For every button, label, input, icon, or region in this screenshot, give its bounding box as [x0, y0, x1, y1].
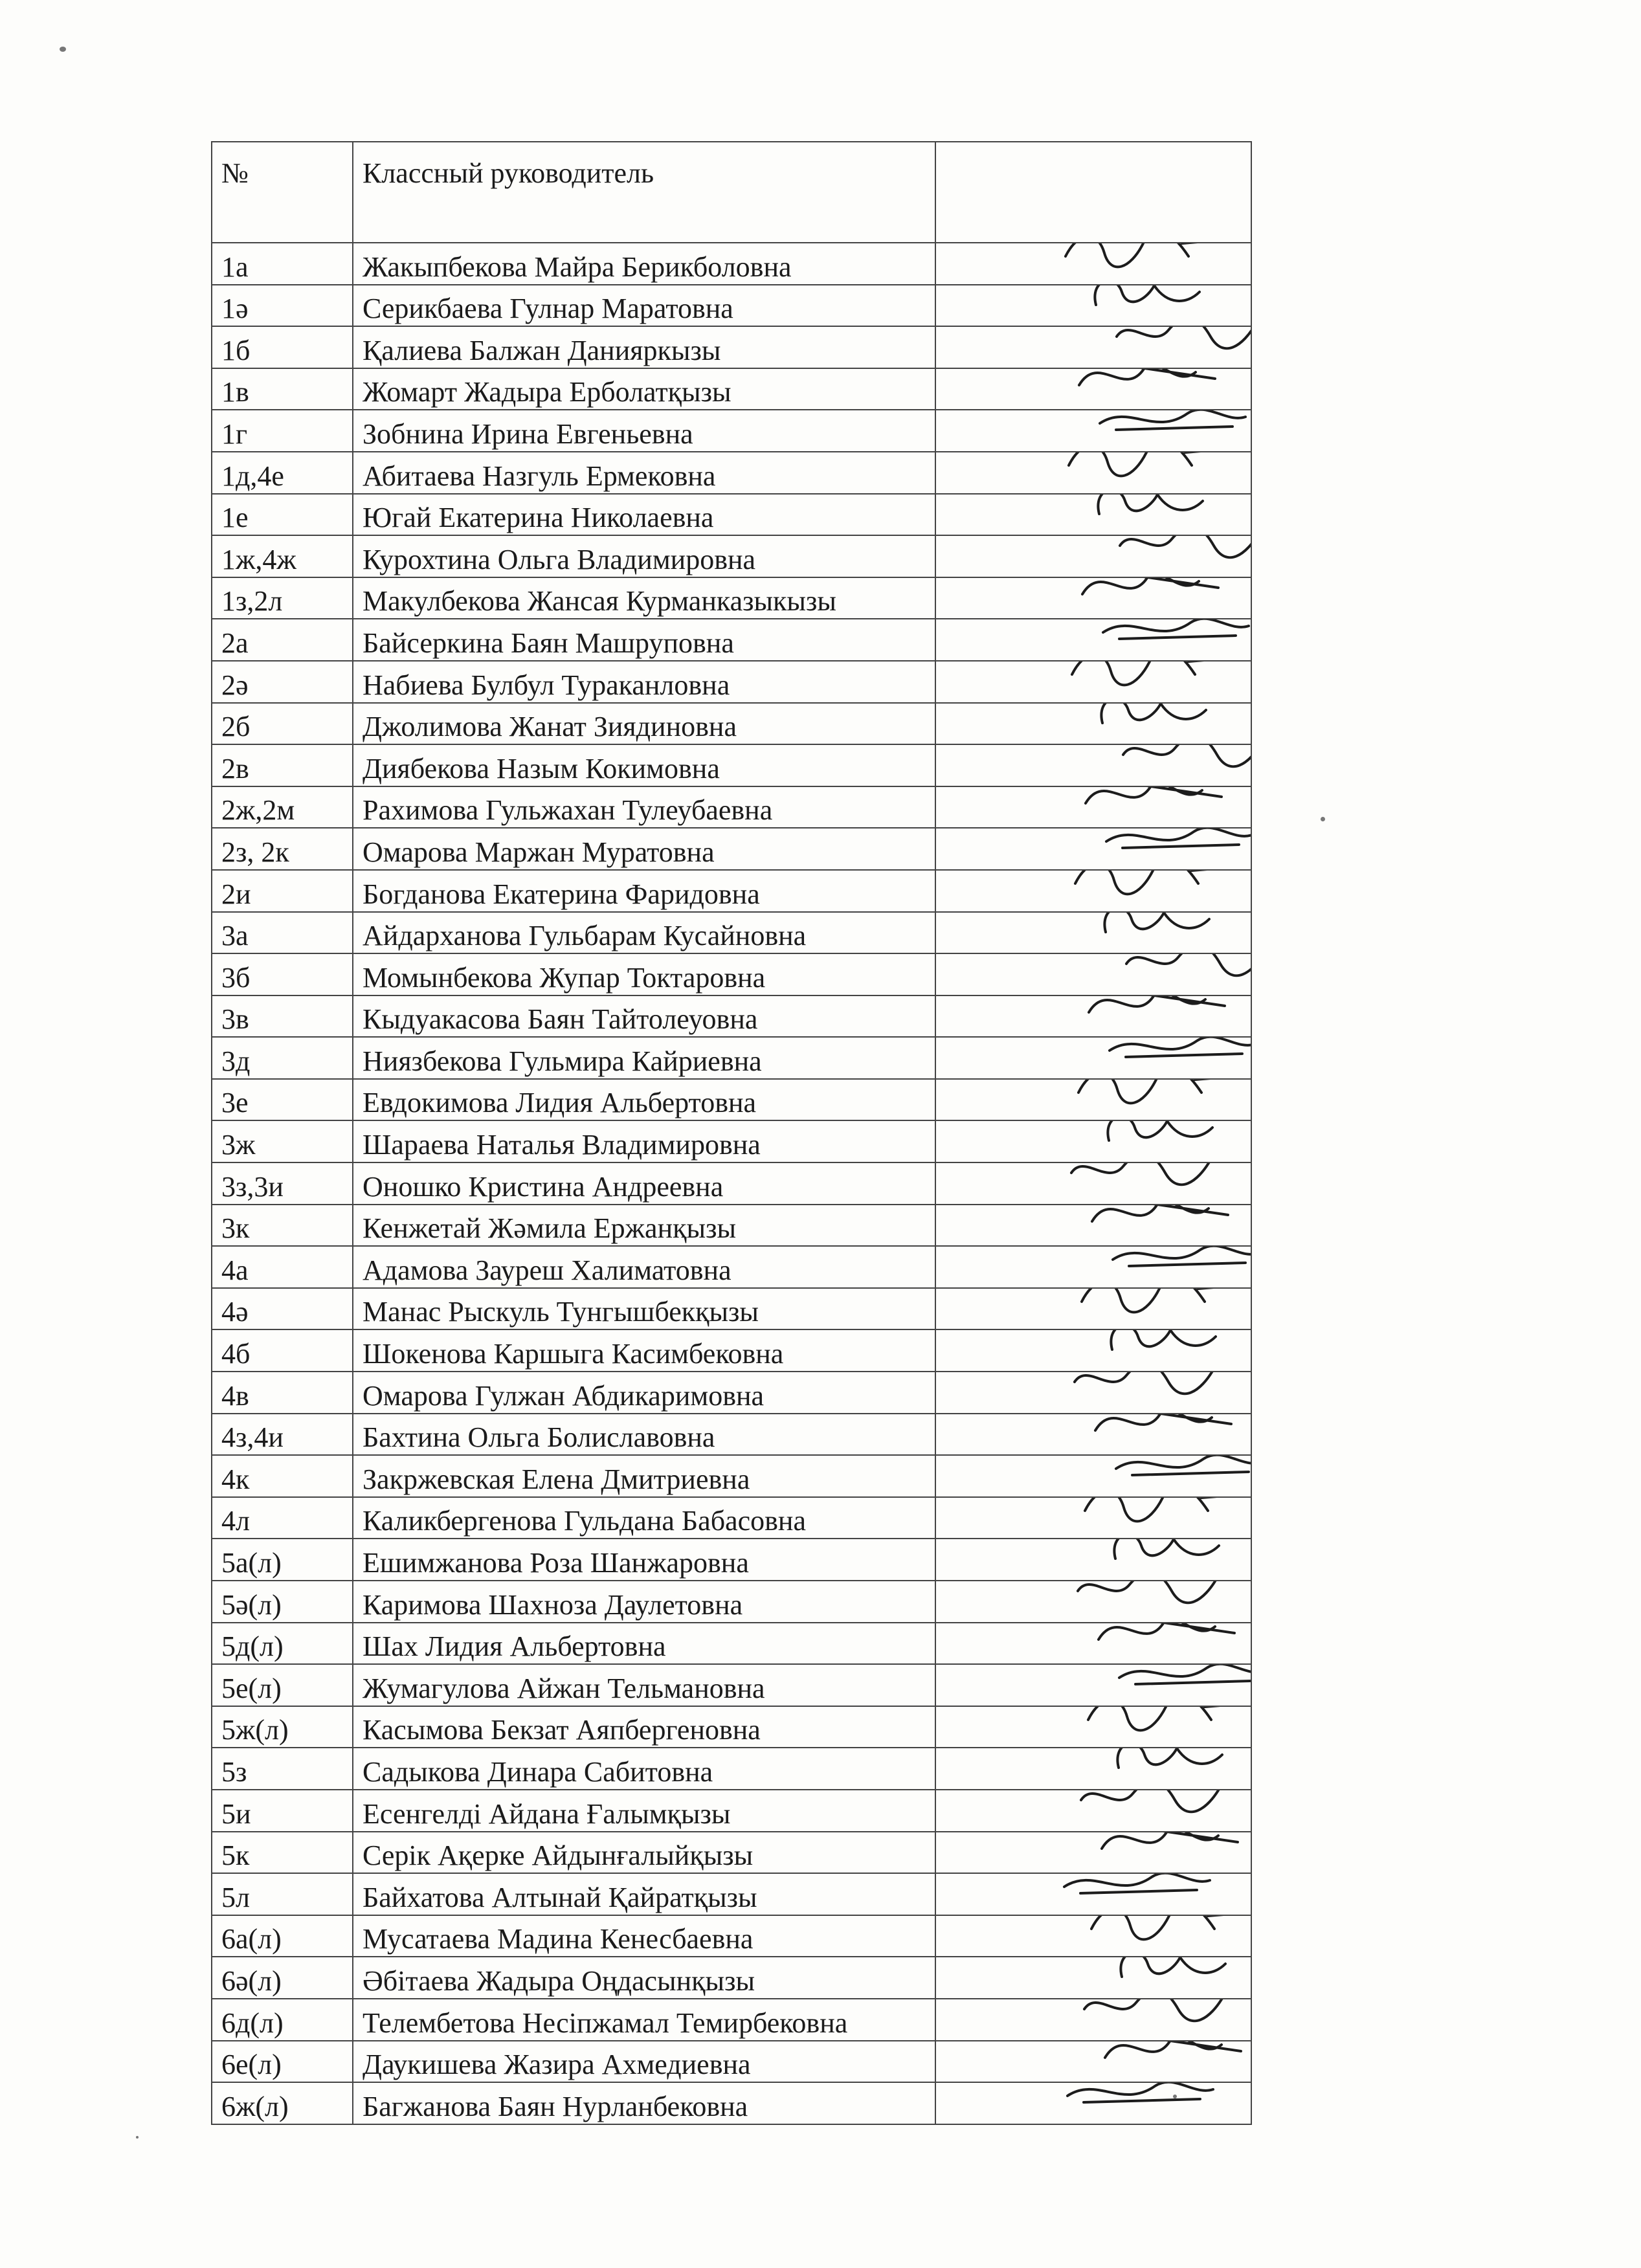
signature-cell	[935, 1748, 1251, 1790]
class-cell: 6а(л)	[212, 1915, 353, 1957]
table-row	[212, 410, 1251, 452]
handwritten-signature	[936, 1079, 1251, 1121]
handwritten-signature	[936, 953, 1251, 995]
handwritten-signature	[936, 1372, 1251, 1414]
class-cell: 3б	[212, 953, 353, 995]
handwritten-signature	[936, 2082, 1251, 2124]
signature-cell	[935, 494, 1251, 536]
handwritten-signature	[936, 1246, 1251, 1288]
handwritten-signature	[936, 577, 1251, 619]
signature-stroke	[1120, 535, 1251, 557]
handwritten-signature	[936, 285, 1251, 327]
scan-speck	[60, 47, 66, 52]
class-cell: 4в	[212, 1372, 353, 1414]
table-row	[212, 1999, 1251, 2041]
scan-speck	[1321, 817, 1325, 821]
teacher-name-cell: Жумагулова Айжан Тельмановна	[353, 1664, 935, 1706]
signature-cell	[935, 1790, 1251, 1832]
teacher-name-cell: Адамова Зауреш Халиматовна	[353, 1246, 935, 1288]
signature-cell	[935, 953, 1251, 995]
signature-stroke	[1126, 953, 1251, 975]
class-cell: 5ж(л)	[212, 1706, 353, 1748]
handwritten-signature	[936, 1120, 1251, 1162]
class-cell: 5ә(л)	[212, 1581, 353, 1623]
signature-cell	[935, 1832, 1251, 1874]
handwritten-signature	[936, 1832, 1251, 1874]
table-header-row	[212, 142, 1251, 243]
class-teacher-table	[211, 141, 1252, 2125]
table-row	[212, 1748, 1251, 1790]
class-cell: 4к	[212, 1455, 353, 1497]
class-cell: 2ә	[212, 661, 353, 703]
table-row	[212, 535, 1251, 577]
class-cell: 1г	[212, 410, 353, 452]
table-row	[212, 1205, 1251, 1247]
table-row	[212, 1957, 1251, 1999]
table-row	[212, 368, 1251, 410]
signature-cell	[935, 1539, 1251, 1581]
signature-stroke	[1099, 1623, 1234, 1640]
handwritten-signature	[936, 1957, 1251, 1999]
teacher-name-cell: Серік Ақерке Айдынғалыйқызы	[353, 1832, 935, 1874]
signature-cell	[935, 1037, 1251, 1079]
handwritten-signature	[936, 243, 1251, 285]
table-row	[212, 1497, 1251, 1539]
teacher-name-cell: Касымова Бекзат Аяпбергеновна	[353, 1706, 935, 1748]
handwritten-signature	[936, 661, 1251, 703]
signature-stroke	[1111, 1329, 1216, 1350]
teacher-name-cell: Шах Лидия Альбертовна	[353, 1623, 935, 1665]
signature-cell	[935, 661, 1251, 703]
table-row	[212, 1288, 1251, 1330]
table-row	[212, 494, 1251, 536]
signature-cell	[935, 326, 1251, 368]
teacher-name-cell: Макулбекова Жансая Курманказыкызы	[353, 577, 935, 619]
signature-cell	[935, 619, 1251, 661]
table-body	[212, 243, 1251, 2124]
teacher-name-cell: Әбітаева Жадыра Оңдасынқызы	[353, 1957, 935, 1999]
table-row	[212, 577, 1251, 619]
table-row	[212, 1539, 1251, 1581]
teacher-name-cell: Айдарханова Гульбарам Кусайновна	[353, 912, 935, 954]
table-row	[212, 1706, 1251, 1748]
signature-stroke	[1085, 1497, 1240, 1521]
signature-cell	[935, 452, 1251, 494]
table-row	[212, 1664, 1251, 1706]
class-cell: 1б	[212, 326, 353, 368]
class-cell: 2и	[212, 870, 353, 912]
table-row	[212, 661, 1251, 703]
class-cell: 4л	[212, 1497, 353, 1539]
table-row	[212, 703, 1251, 745]
table-row	[212, 1832, 1251, 1874]
teacher-name-cell: Каримова Шахноза Даулетовна	[353, 1581, 935, 1623]
class-cell: 5а(л)	[212, 1539, 353, 1581]
class-cell: 3в	[212, 995, 353, 1038]
handwritten-signature	[936, 535, 1251, 577]
signature-stroke	[1101, 703, 1206, 723]
handwritten-signature	[936, 828, 1251, 870]
teacher-name-cell: Оношко Кристина Андреевна	[353, 1162, 935, 1205]
class-cell: 3к	[212, 1205, 353, 1247]
class-cell: 1ж,4ж	[212, 535, 353, 577]
signature-cell	[935, 703, 1251, 745]
class-cell: 2в	[212, 744, 353, 786]
table-row	[212, 285, 1251, 327]
signature-stroke	[1110, 1037, 1251, 1057]
table-row	[212, 2041, 1251, 2083]
signature-stroke	[1064, 1873, 1210, 1893]
signature-stroke	[1123, 744, 1251, 766]
class-cell: 5е(л)	[212, 1664, 353, 1706]
signature-cell	[935, 828, 1251, 870]
signature-stroke	[1072, 661, 1227, 685]
class-cell: 6д(л)	[212, 1999, 353, 2041]
signature-cell	[935, 577, 1251, 619]
table-row	[212, 452, 1251, 494]
table-row	[212, 326, 1251, 368]
signature-stroke	[1117, 1748, 1222, 1768]
handwritten-signature	[936, 1414, 1251, 1456]
class-cell: 5з	[212, 1748, 353, 1790]
class-cell: 1а	[212, 243, 353, 285]
signature-cell	[935, 1329, 1251, 1372]
signature-stroke	[1075, 1372, 1214, 1394]
handwritten-signature	[936, 1873, 1251, 1915]
teacher-name-cell: Богданова Екатерина Фаридовна	[353, 870, 935, 912]
teacher-name-cell: Ешимжанова Роза Шанжаровна	[353, 1539, 935, 1581]
signature-stroke	[1092, 1205, 1228, 1221]
table-row	[212, 1414, 1251, 1456]
teacher-name-cell: Жакыпбекова Майра Берикболовна	[353, 243, 935, 285]
class-cell: 1ә	[212, 285, 353, 327]
signature-cell	[935, 1623, 1251, 1665]
teacher-name-cell: Бахтина Ольга Болиславовна	[353, 1414, 935, 1456]
signature-cell	[935, 1873, 1251, 1915]
signature-cell	[935, 1957, 1251, 1999]
teacher-name-cell: Садыкова Динара Сабитовна	[353, 1748, 935, 1790]
signature-stroke	[1108, 1120, 1212, 1140]
signature-cell	[935, 1581, 1251, 1623]
class-cell: 5д(л)	[212, 1623, 353, 1665]
signature-stroke	[1075, 870, 1231, 894]
signature-stroke	[1081, 1790, 1220, 1812]
teacher-name-cell: Телембетова Несіпжамал Темирбековна	[353, 1999, 935, 2041]
signature-cell	[935, 870, 1251, 912]
signature-stroke	[1121, 1957, 1225, 1977]
teacher-name-cell: Диябекова Назым Кокимовна	[353, 744, 935, 786]
teacher-name-cell: Байсеркина Баян Машруповна	[353, 619, 935, 661]
teacher-name-cell: Қалиева Балжан Данияркызы	[353, 326, 935, 368]
handwritten-signature	[936, 870, 1251, 912]
teacher-name-cell: Жомарт Жадыра Ерболатқызы	[353, 368, 935, 410]
teacher-name-cell: Манас Рыскуль Тунгышбекқызы	[353, 1288, 935, 1330]
signature-stroke	[1116, 1455, 1251, 1475]
teacher-name-cell: Кенжетай Жәмила Ержанқызы	[353, 1205, 935, 1247]
handwritten-signature	[936, 1288, 1251, 1330]
signature-cell	[935, 1414, 1251, 1456]
class-cell: 5л	[212, 1873, 353, 1915]
signature-stroke	[1117, 326, 1251, 348]
signature-stroke	[1082, 1288, 1237, 1312]
signature-cell	[935, 2041, 1251, 2083]
signature-cell	[935, 1246, 1251, 1288]
signature-stroke	[1079, 368, 1215, 385]
table-row	[212, 243, 1251, 285]
class-cell: 4з,4и	[212, 1414, 353, 1456]
handwritten-signature	[936, 1915, 1251, 1957]
table-row	[212, 995, 1251, 1038]
signature-cell	[935, 744, 1251, 786]
handwritten-signature	[936, 452, 1251, 494]
handwritten-signature	[936, 1162, 1251, 1205]
class-cell: 3а	[212, 912, 353, 954]
teacher-name-cell: Серикбаева Гулнар Маратовна	[353, 285, 935, 327]
table-row	[212, 1079, 1251, 1121]
signature-cell	[935, 1079, 1251, 1121]
signature-stroke	[1071, 1162, 1211, 1184]
class-cell: 6е(л)	[212, 2041, 353, 2083]
class-cell: 3з,3и	[212, 1162, 353, 1205]
teacher-name-cell: Даукишева Жазира Ахмедиевна	[353, 2041, 935, 2083]
teacher-name-cell: Каликбергенова Гульдана Бабасовна	[353, 1497, 935, 1539]
signature-cell	[935, 1664, 1251, 1706]
signature-stroke	[1119, 1664, 1251, 1684]
class-cell: 4б	[212, 1329, 353, 1372]
scan-speck	[136, 2136, 139, 2139]
signature-cell	[935, 535, 1251, 577]
signature-cell	[935, 1372, 1251, 1414]
class-cell: 2а	[212, 619, 353, 661]
signature-cell	[935, 243, 1251, 285]
class-cell: 1з,2л	[212, 577, 353, 619]
handwritten-signature	[936, 326, 1251, 368]
class-cell: 5и	[212, 1790, 353, 1832]
teacher-name-cell: Байхатова Алтынай Қайратқызы	[353, 1873, 935, 1915]
class-cell: 1е	[212, 494, 353, 536]
signature-stroke	[1078, 1079, 1234, 1103]
table-row	[212, 828, 1251, 870]
handwritten-signature	[936, 619, 1251, 661]
signature-cell	[935, 285, 1251, 327]
table-row	[212, 1455, 1251, 1497]
handwritten-signature	[936, 1037, 1251, 1079]
signature-stroke	[1069, 452, 1224, 476]
signature-stroke	[1114, 1539, 1219, 1559]
handwritten-signature	[936, 368, 1251, 410]
class-cell: 2ж,2м	[212, 786, 353, 828]
class-cell: 1в	[212, 368, 353, 410]
signature-cell	[935, 1288, 1251, 1330]
teacher-name-cell: Югай Екатерина Николаевна	[353, 494, 935, 536]
signature-stroke	[1086, 786, 1222, 803]
handwritten-signature	[936, 410, 1251, 452]
class-cell: 6ж(л)	[212, 2082, 353, 2124]
teacher-name-cell: Рахимова Гульжахан Тулеубаевна	[353, 786, 935, 828]
signature-cell	[935, 1120, 1251, 1162]
teacher-name-cell: Кыдуакасова Баян Тайтолеуовна	[353, 995, 935, 1038]
signature-cell	[935, 1162, 1251, 1205]
teacher-name-cell: Закржевская Елена Дмитриевна	[353, 1455, 935, 1497]
table-row	[212, 1372, 1251, 1414]
handwritten-signature	[936, 1664, 1251, 1706]
handwritten-signature	[936, 744, 1251, 786]
signature-cell	[935, 1455, 1251, 1497]
teacher-name-cell: Курохтина Ольга Владимировна	[353, 535, 935, 577]
handwritten-signature	[936, 1205, 1251, 1247]
class-cell: 6ә(л)	[212, 1957, 353, 1999]
teacher-name-cell: Мусатаева Мадина Кенесбаевна	[353, 1915, 935, 1957]
teacher-name-cell: Омарова Гулжан Абдикаримовна	[353, 1372, 935, 1414]
signature-stroke	[1103, 619, 1249, 639]
handwritten-signature	[936, 912, 1251, 954]
signature-stroke	[1106, 828, 1251, 848]
table-row	[212, 1790, 1251, 1832]
signature-stroke	[1104, 912, 1209, 932]
table-row	[212, 1581, 1251, 1623]
handwritten-signature	[936, 1623, 1251, 1665]
table-row	[212, 1120, 1251, 1162]
signature-stroke	[1082, 577, 1218, 594]
table-row	[212, 1873, 1251, 1915]
class-cell: 4ә	[212, 1288, 353, 1330]
handwritten-signature	[936, 1999, 1251, 2041]
table-row	[212, 744, 1251, 786]
teacher-name-cell: Омарова Маржан Муратовна	[353, 828, 935, 870]
signature-stroke	[1089, 995, 1225, 1012]
signature-stroke	[1098, 494, 1203, 514]
handwritten-signature	[936, 703, 1251, 745]
handwritten-signature	[936, 2041, 1251, 2083]
class-cell: 2з, 2к	[212, 828, 353, 870]
signature-cell	[935, 912, 1251, 954]
signature-cell	[935, 1999, 1251, 2041]
signature-cell	[935, 2082, 1251, 2124]
signature-cell	[935, 410, 1251, 452]
table-row	[212, 1623, 1251, 1665]
signature-stroke	[1091, 1915, 1247, 1939]
teacher-name-cell: Шокенова Каршыга Касимбековна	[353, 1329, 935, 1372]
teacher-name-cell: Багжанова Баян Нурланбековна	[353, 2082, 935, 2124]
header-teacher: Классный руководитель	[353, 142, 935, 243]
table-row	[212, 953, 1251, 995]
teacher-name-cell: Евдокимова Лидия Альбертовна	[353, 1079, 935, 1121]
handwritten-signature	[936, 1790, 1251, 1832]
table-row	[212, 619, 1251, 661]
signature-stroke	[1095, 1414, 1231, 1430]
header-number: №	[212, 142, 353, 243]
handwritten-signature	[936, 1455, 1251, 1497]
signature-cell	[935, 1497, 1251, 1539]
class-cell: 1д,4е	[212, 452, 353, 494]
table-row	[212, 2082, 1251, 2124]
teacher-name-cell: Набиева Булбул Тураканловна	[353, 661, 935, 703]
teacher-name-cell: Момынбекова Жупар Токтаровна	[353, 953, 935, 995]
signature-stroke	[1105, 2041, 1241, 2058]
handwritten-signature	[936, 786, 1251, 828]
table-row	[212, 870, 1251, 912]
class-cell: 3е	[212, 1079, 353, 1121]
handwritten-signature	[936, 995, 1251, 1038]
handwritten-signature	[936, 1748, 1251, 1790]
signature-cell	[935, 786, 1251, 828]
table-row	[212, 1162, 1251, 1205]
signature-cell	[935, 1205, 1251, 1247]
signature-cell	[935, 995, 1251, 1038]
handwritten-signature	[936, 1497, 1251, 1539]
signature-stroke	[1088, 1706, 1244, 1730]
signature-stroke	[1067, 2082, 1213, 2102]
teacher-name-cell: Есенгелді Айдана Ғалымқызы	[353, 1790, 935, 1832]
class-cell: 2б	[212, 703, 353, 745]
handwritten-signature	[936, 1706, 1251, 1748]
class-cell: 5к	[212, 1832, 353, 1874]
table-row	[212, 786, 1251, 828]
signature-cell	[935, 368, 1251, 410]
signature-stroke	[1078, 1581, 1217, 1603]
handwritten-signature	[936, 494, 1251, 536]
teacher-name-cell: Джолимова Жанат Зиядиновна	[353, 703, 935, 745]
teacher-name-cell: Зобнина Ирина Евгеньевна	[353, 410, 935, 452]
teacher-name-cell: Ниязбекова Гульмира Кайриевна	[353, 1037, 935, 1079]
signature-cell	[935, 1915, 1251, 1957]
signature-stroke	[1100, 410, 1245, 430]
table-row	[212, 1915, 1251, 1957]
signature-cell	[935, 1706, 1251, 1748]
signature-stroke	[1084, 1999, 1223, 2021]
table-row	[212, 912, 1251, 954]
signature-stroke	[1066, 243, 1221, 267]
handwritten-signature	[936, 1539, 1251, 1581]
table-row	[212, 1246, 1251, 1288]
handwritten-signature	[936, 1581, 1251, 1623]
table-row	[212, 1329, 1251, 1372]
class-cell: 4а	[212, 1246, 353, 1288]
header-signature	[935, 142, 1251, 243]
class-cell: 3д	[212, 1037, 353, 1079]
handwritten-signature	[936, 1329, 1251, 1372]
teacher-name-cell: Шараева Наталья Владимировна	[353, 1120, 935, 1162]
signature-stroke	[1113, 1246, 1251, 1266]
class-cell: 3ж	[212, 1120, 353, 1162]
table-row	[212, 1037, 1251, 1079]
signature-stroke	[1102, 1832, 1238, 1849]
teacher-name-cell: Абитаева Назгуль Ермековна	[353, 452, 935, 494]
signature-stroke	[1095, 285, 1200, 305]
